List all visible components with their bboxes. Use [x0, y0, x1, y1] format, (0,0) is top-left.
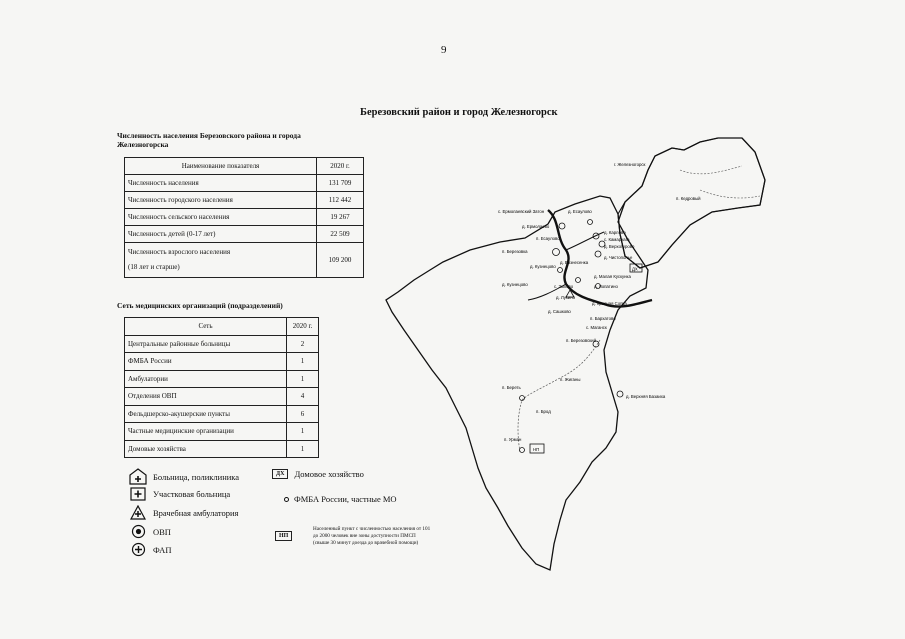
- row-value: 6: [287, 405, 319, 423]
- row-value: 109 200: [317, 243, 364, 278]
- row-value: 4: [287, 388, 319, 406]
- row-label: Численность населения: [125, 175, 317, 192]
- district-boundary: [386, 138, 765, 570]
- row-value: 1: [287, 423, 319, 441]
- place-label: д. Вознесенка: [560, 260, 589, 265]
- place-label: п. Кедровый: [676, 196, 701, 201]
- row-label: Центральные районные больницы: [125, 335, 287, 353]
- row-value: 131 709: [317, 175, 364, 192]
- page-title: Березовский район и город Железногорск: [360, 107, 558, 118]
- row-label: Частные медицинские организации: [125, 423, 287, 441]
- place-label: д. Карлово: [604, 230, 626, 235]
- place-label: п. Бархатово: [590, 316, 616, 321]
- row-value: 19 267: [317, 209, 364, 226]
- place-label: п. Урман: [504, 437, 522, 442]
- map-np-box-label: НП: [533, 447, 540, 452]
- legend-np-description: Населенный пункт с численностью населения от 101 до 2000 человек вне зоны доступности ПМСП (свыше 30 минут доезда до врачебной помощи): [313, 526, 431, 546]
- map-place-labels: [498, 162, 701, 442]
- row-value: 1: [287, 353, 319, 371]
- row-value: 112 442: [317, 192, 364, 209]
- ovp-icon: [595, 251, 601, 257]
- row-label: Домовые хозяйства: [125, 440, 287, 458]
- place-label: д. Лукино: [556, 295, 575, 300]
- legend-fap-label: ФАП: [153, 544, 172, 555]
- place-label: д. Чистополье: [604, 255, 633, 260]
- household-box-icon: ДХ: [272, 469, 288, 479]
- place-label: д. Верхотурово: [604, 244, 635, 249]
- place-label: п. Жиганы: [560, 377, 581, 382]
- row-label: Отделения ОВП: [125, 388, 287, 406]
- row-label-line2: (18 лет и старше): [128, 263, 180, 271]
- place-label: д. Малая Кускунка: [594, 274, 631, 279]
- place-label: с. Камарчага: [604, 237, 630, 242]
- row-label: Фельдшерско-акушерские пункты: [125, 405, 287, 423]
- header-year: 2020 г.: [287, 318, 319, 336]
- ovp-icon: [553, 249, 560, 256]
- place-label: д. Сашково: [548, 309, 571, 314]
- river-yenisei: [548, 210, 652, 307]
- legend-fmba-label: ФМБА России, частные МО: [294, 494, 397, 504]
- place-label: п. Березовский: [566, 338, 596, 343]
- place-label: п. Березовка: [502, 249, 528, 254]
- legend-hospital-label: Больница, поликлиника: [153, 471, 240, 482]
- np-box-icon: НП: [275, 531, 292, 541]
- network-section-title: Сеть медицинских организаций (подразделений): [117, 301, 283, 310]
- legend-district-hospital-label: Участковая больница: [153, 489, 231, 499]
- place-label: д. Есаулово: [568, 209, 592, 214]
- population-section-title: Численность населения Березовского района и города Железногорска: [117, 131, 301, 149]
- place-label: с. Зыково: [554, 284, 574, 289]
- row-value: 1: [287, 440, 319, 458]
- row-label: ФМБА России: [125, 353, 287, 371]
- header-indicator: Наименование показателя: [125, 158, 317, 175]
- fap-icon: [588, 220, 593, 225]
- place-label: д. Лопатино: [594, 284, 618, 289]
- row-value: 1: [287, 370, 319, 388]
- fap-icon: [576, 278, 581, 283]
- fap-icon: [558, 268, 563, 273]
- row-value: 2: [287, 335, 319, 353]
- fap-icon: [520, 448, 525, 453]
- row-value: 22 509: [317, 226, 364, 243]
- header-year: 2020 г.: [317, 158, 364, 175]
- row-label: Численность сельского населения: [125, 209, 317, 226]
- row-label: Численность детей (0-17 лет): [125, 226, 317, 243]
- row-label: Амбулатории: [125, 370, 287, 388]
- place-label: п. Есаулово: [536, 236, 560, 241]
- place-label: д. Кузнецово: [530, 264, 556, 269]
- place-label: д. Верхняя Базаиха: [626, 394, 666, 399]
- legend-ovp-label: ОВП: [153, 526, 171, 537]
- place-label: п. Брод: [536, 409, 551, 414]
- legend-ambulatory-label: Врачебная амбулатория: [153, 507, 239, 518]
- city-boundary: [618, 138, 765, 268]
- row-label-line1: Численность взрослого населения: [128, 248, 231, 256]
- place-label: с. Маганск: [586, 325, 607, 330]
- place-label: г. Железногорск: [614, 162, 646, 167]
- row-label: Численность городского населения: [125, 192, 317, 209]
- page-number: 9: [441, 44, 447, 56]
- place-label: д. Кузнецово: [502, 282, 528, 287]
- fap-icon: [617, 391, 623, 397]
- place-label: д. Красная Сопка: [592, 301, 627, 306]
- header-network: Сеть: [125, 318, 287, 336]
- ovp-icon: [559, 223, 565, 229]
- legend-household-label: Домовое хозяйство: [294, 469, 364, 479]
- road-main: [518, 340, 600, 452]
- place-label: п. Береть: [502, 385, 521, 390]
- place-label: с. Ермолаевский Затон: [498, 209, 545, 214]
- map-household-box-label: ДХ: [632, 266, 638, 272]
- place-label: д. Ермолаево: [522, 224, 550, 229]
- road-secondary: [680, 166, 760, 198]
